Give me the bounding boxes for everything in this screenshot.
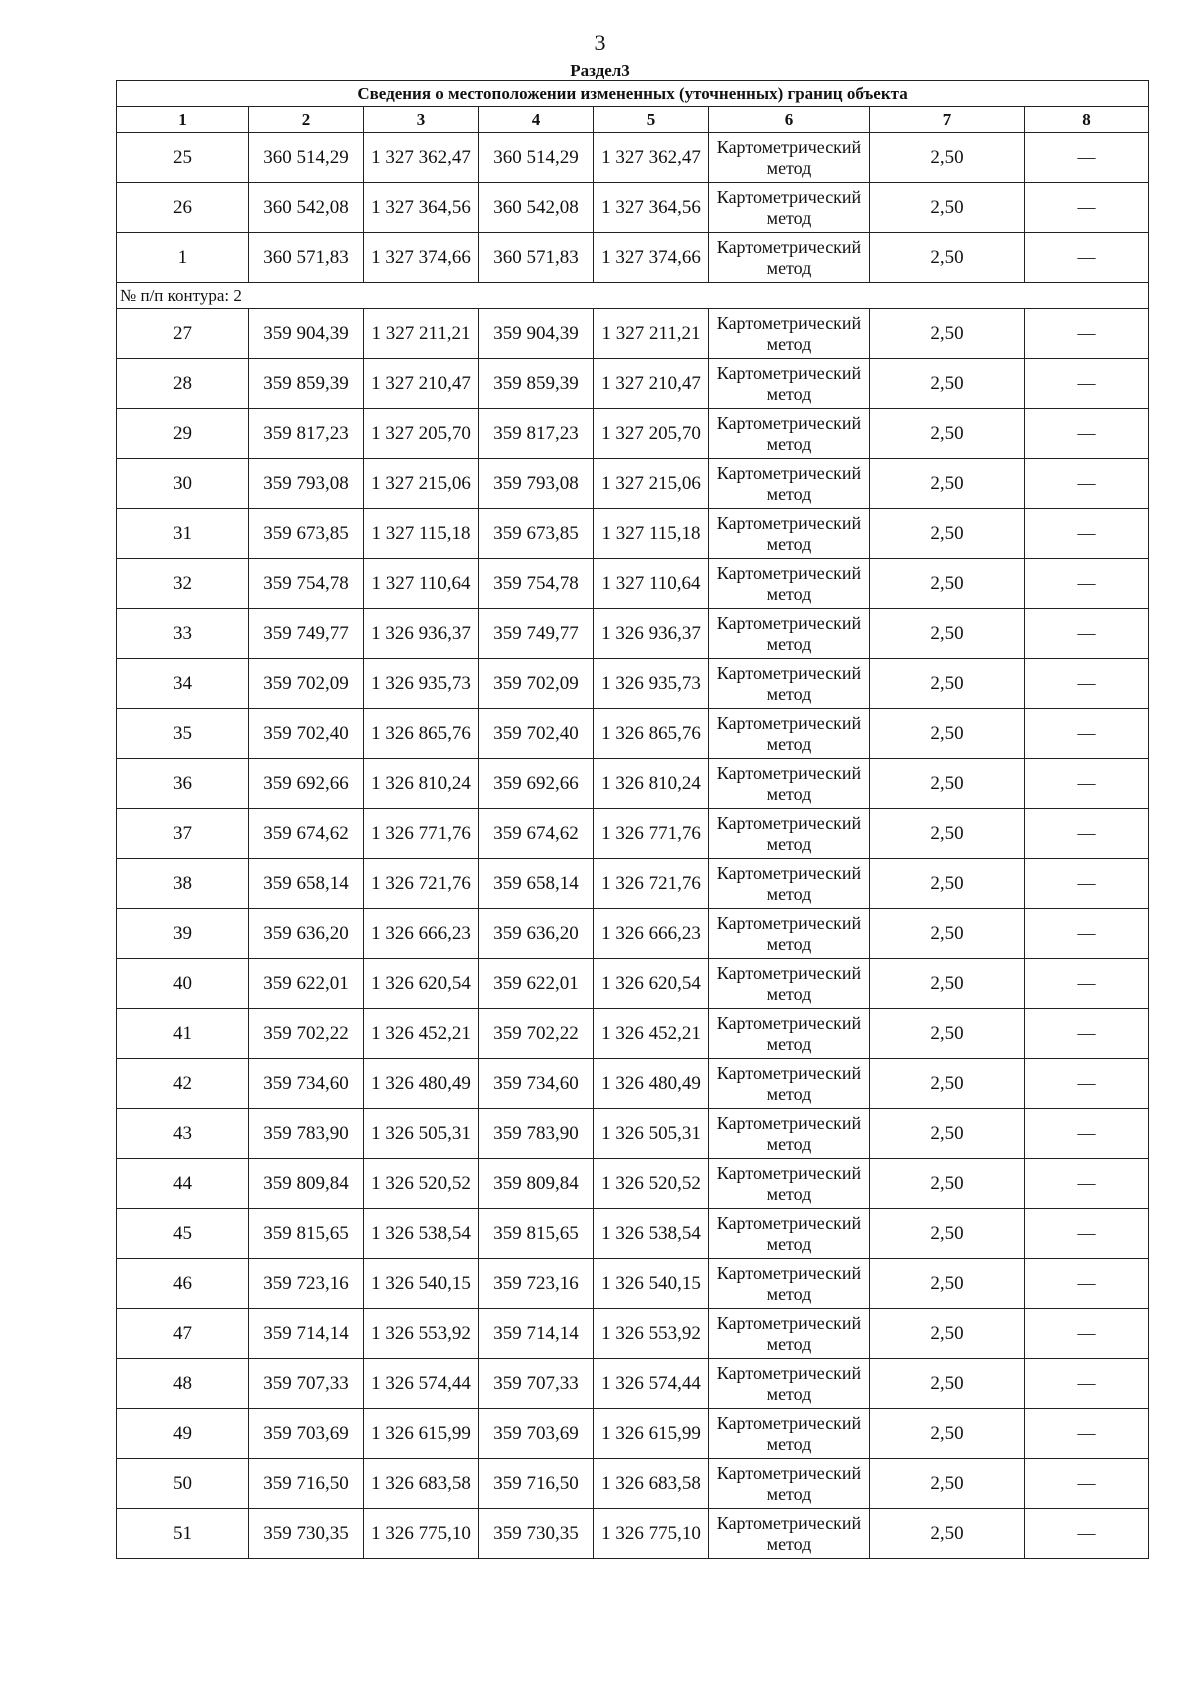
existing-y-cell: 1 327 362,47 <box>364 133 479 183</box>
table-row <box>117 659 1149 709</box>
updated-x-cell: 359 702,09 <box>479 659 594 709</box>
updated-x-cell: 359 692,66 <box>479 759 594 809</box>
table-row <box>117 459 1149 509</box>
updated-y-cell: 1 326 480,49 <box>594 1059 709 1109</box>
description-cell: — <box>1025 509 1149 559</box>
updated-y-cell: 1 326 540,15 <box>594 1259 709 1309</box>
existing-x-cell: 360 514,29 <box>249 133 364 183</box>
point-number-cell: 28 <box>117 359 249 409</box>
method-cell: Картометрический метод <box>709 609 870 659</box>
column-number-3: 3 <box>364 107 479 133</box>
table-row <box>117 759 1149 809</box>
updated-x-cell: 359 809,84 <box>479 1159 594 1209</box>
description-cell: — <box>1025 1409 1149 1459</box>
method-cell: Картометрический метод <box>709 1459 870 1509</box>
point-number-cell: 37 <box>117 809 249 859</box>
updated-y-cell: 1 327 205,70 <box>594 409 709 459</box>
description-cell: — <box>1025 309 1149 359</box>
column-number-6: 6 <box>709 107 870 133</box>
point-number-cell: 1 <box>117 233 249 283</box>
accuracy-cell: 2,50 <box>870 1509 1025 1559</box>
updated-y-cell: 1 326 620,54 <box>594 959 709 1009</box>
table-row <box>117 1509 1149 1559</box>
existing-x-cell: 359 859,39 <box>249 359 364 409</box>
description-cell: — <box>1025 1259 1149 1309</box>
point-number-cell: 48 <box>117 1359 249 1409</box>
existing-y-cell: 1 326 505,31 <box>364 1109 479 1159</box>
existing-x-cell: 359 658,14 <box>249 859 364 909</box>
method-cell: Картометрический метод <box>709 1409 870 1459</box>
accuracy-cell: 2,50 <box>870 1409 1025 1459</box>
point-number-cell: 29 <box>117 409 249 459</box>
description-cell: — <box>1025 759 1149 809</box>
point-number-cell: 26 <box>117 183 249 233</box>
existing-y-cell: 1 326 553,92 <box>364 1309 479 1359</box>
point-number-cell: 33 <box>117 609 249 659</box>
method-cell: Картометрический метод <box>709 309 870 359</box>
updated-y-cell: 1 326 771,76 <box>594 809 709 859</box>
updated-x-cell: 359 703,69 <box>479 1409 594 1459</box>
method-cell: Картометрический метод <box>709 809 870 859</box>
method-cell: Картометрический метод <box>709 1309 870 1359</box>
contour-label: № п/п контура: 2 <box>117 283 1149 309</box>
accuracy-cell: 2,50 <box>870 609 1025 659</box>
description-cell: — <box>1025 909 1149 959</box>
existing-y-cell: 1 326 520,52 <box>364 1159 479 1209</box>
method-cell: Картометрический метод <box>709 1259 870 1309</box>
existing-y-cell: 1 327 364,56 <box>364 183 479 233</box>
updated-x-cell: 359 723,16 <box>479 1259 594 1309</box>
method-cell: Картометрический метод <box>709 233 870 283</box>
updated-y-cell: 1 326 574,44 <box>594 1359 709 1409</box>
updated-y-cell: 1 326 721,76 <box>594 859 709 909</box>
point-number-cell: 35 <box>117 709 249 759</box>
existing-x-cell: 359 674,62 <box>249 809 364 859</box>
description-cell: — <box>1025 1109 1149 1159</box>
description-cell: — <box>1025 809 1149 859</box>
table-caption: Сведения о местоположении измененных (уточненных) границ объекта <box>117 81 1149 107</box>
point-number-cell: 36 <box>117 759 249 809</box>
existing-y-cell: 1 326 775,10 <box>364 1509 479 1559</box>
updated-x-cell: 359 622,01 <box>479 959 594 1009</box>
table-row <box>117 309 1149 359</box>
method-cell: Картометрический метод <box>709 1359 870 1409</box>
updated-x-cell: 359 707,33 <box>479 1359 594 1409</box>
accuracy-cell: 2,50 <box>870 659 1025 709</box>
table-row <box>117 559 1149 609</box>
existing-x-cell: 359 707,33 <box>249 1359 364 1409</box>
existing-x-cell: 359 716,50 <box>249 1459 364 1509</box>
accuracy-cell: 2,50 <box>870 1059 1025 1109</box>
accuracy-cell: 2,50 <box>870 559 1025 609</box>
method-cell: Картометрический метод <box>709 1159 870 1209</box>
updated-y-cell: 1 326 538,54 <box>594 1209 709 1259</box>
boundary-coordinates-table <box>116 80 1149 1559</box>
method-cell: Картометрический метод <box>709 959 870 1009</box>
existing-y-cell: 1 326 452,21 <box>364 1009 479 1059</box>
existing-y-cell: 1 327 374,66 <box>364 233 479 283</box>
point-number-cell: 34 <box>117 659 249 709</box>
table-row <box>117 709 1149 759</box>
table-row <box>117 1109 1149 1159</box>
description-cell: — <box>1025 1359 1149 1409</box>
accuracy-cell: 2,50 <box>870 1459 1025 1509</box>
accuracy-cell: 2,50 <box>870 459 1025 509</box>
updated-x-cell: 359 674,62 <box>479 809 594 859</box>
existing-x-cell: 359 636,20 <box>249 909 364 959</box>
existing-y-cell: 1 326 935,73 <box>364 659 479 709</box>
method-cell: Картометрический метод <box>709 1509 870 1559</box>
updated-y-cell: 1 326 553,92 <box>594 1309 709 1359</box>
point-number-cell: 44 <box>117 1159 249 1209</box>
description-cell: — <box>1025 459 1149 509</box>
accuracy-cell: 2,50 <box>870 959 1025 1009</box>
description-cell: — <box>1025 559 1149 609</box>
updated-y-cell: 1 326 935,73 <box>594 659 709 709</box>
table-row <box>117 1409 1149 1459</box>
method-cell: Картометрический метод <box>709 559 870 609</box>
accuracy-cell: 2,50 <box>870 1259 1025 1309</box>
point-number-cell: 43 <box>117 1109 249 1159</box>
existing-x-cell: 359 702,09 <box>249 659 364 709</box>
updated-y-cell: 1 326 936,37 <box>594 609 709 659</box>
updated-x-cell: 359 702,40 <box>479 709 594 759</box>
table-row <box>117 233 1149 283</box>
table-row <box>117 359 1149 409</box>
accuracy-cell: 2,50 <box>870 1109 1025 1159</box>
point-number-cell: 45 <box>117 1209 249 1259</box>
existing-x-cell: 359 734,60 <box>249 1059 364 1109</box>
point-number-cell: 25 <box>117 133 249 183</box>
point-number-cell: 30 <box>117 459 249 509</box>
accuracy-cell: 2,50 <box>870 859 1025 909</box>
updated-x-cell: 360 514,29 <box>479 133 594 183</box>
existing-y-cell: 1 326 480,49 <box>364 1059 479 1109</box>
existing-x-cell: 359 754,78 <box>249 559 364 609</box>
accuracy-cell: 2,50 <box>870 709 1025 759</box>
existing-x-cell: 359 702,40 <box>249 709 364 759</box>
accuracy-cell: 2,50 <box>870 1009 1025 1059</box>
updated-x-cell: 359 904,39 <box>479 309 594 359</box>
existing-x-cell: 359 702,22 <box>249 1009 364 1059</box>
table-row <box>117 959 1149 1009</box>
updated-y-cell: 1 327 210,47 <box>594 359 709 409</box>
existing-y-cell: 1 326 615,99 <box>364 1409 479 1459</box>
point-number-cell: 32 <box>117 559 249 609</box>
column-number-2: 2 <box>249 107 364 133</box>
point-number-cell: 42 <box>117 1059 249 1109</box>
existing-x-cell: 359 793,08 <box>249 459 364 509</box>
table-row <box>117 1359 1149 1409</box>
updated-y-cell: 1 326 505,31 <box>594 1109 709 1159</box>
accuracy-cell: 2,50 <box>870 1359 1025 1409</box>
accuracy-cell: 2,50 <box>870 183 1025 233</box>
accuracy-cell: 2,50 <box>870 1159 1025 1209</box>
table-row <box>117 1459 1149 1509</box>
existing-x-cell: 359 730,35 <box>249 1509 364 1559</box>
table-row <box>117 859 1149 909</box>
updated-x-cell: 359 673,85 <box>479 509 594 559</box>
existing-x-cell: 360 542,08 <box>249 183 364 233</box>
existing-y-cell: 1 326 865,76 <box>364 709 479 759</box>
description-cell: — <box>1025 1059 1149 1109</box>
description-cell: — <box>1025 359 1149 409</box>
updated-x-cell: 359 783,90 <box>479 1109 594 1159</box>
description-cell: — <box>1025 709 1149 759</box>
table-body <box>117 81 1149 1559</box>
method-cell: Картометрический метод <box>709 909 870 959</box>
table-row <box>117 1309 1149 1359</box>
section-title: Раздел3 <box>570 61 630 80</box>
page-number: 3 <box>594 30 606 55</box>
point-number-cell: 41 <box>117 1009 249 1059</box>
existing-x-cell: 359 692,66 <box>249 759 364 809</box>
existing-x-cell: 359 817,23 <box>249 409 364 459</box>
updated-y-cell: 1 327 374,66 <box>594 233 709 283</box>
description-cell: — <box>1025 1159 1149 1209</box>
point-number-cell: 27 <box>117 309 249 359</box>
existing-y-cell: 1 326 666,23 <box>364 909 479 959</box>
table-caption-row <box>117 81 1149 107</box>
updated-y-cell: 1 326 452,21 <box>594 1009 709 1059</box>
accuracy-cell: 2,50 <box>870 809 1025 859</box>
description-cell: — <box>1025 409 1149 459</box>
accuracy-cell: 2,50 <box>870 909 1025 959</box>
point-number-cell: 47 <box>117 1309 249 1359</box>
existing-x-cell: 359 815,65 <box>249 1209 364 1259</box>
table-row <box>117 1209 1149 1259</box>
existing-x-cell: 359 783,90 <box>249 1109 364 1159</box>
accuracy-cell: 2,50 <box>870 759 1025 809</box>
table-row <box>117 1259 1149 1309</box>
existing-y-cell: 1 327 205,70 <box>364 409 479 459</box>
updated-y-cell: 1 326 775,10 <box>594 1509 709 1559</box>
updated-y-cell: 1 327 364,56 <box>594 183 709 233</box>
updated-y-cell: 1 327 215,06 <box>594 459 709 509</box>
accuracy-cell: 2,50 <box>870 409 1025 459</box>
existing-y-cell: 1 326 721,76 <box>364 859 479 909</box>
updated-x-cell: 359 716,50 <box>479 1459 594 1509</box>
point-number-cell: 46 <box>117 1259 249 1309</box>
column-number-1: 1 <box>117 107 249 133</box>
accuracy-cell: 2,50 <box>870 1309 1025 1359</box>
table-row <box>117 609 1149 659</box>
existing-y-cell: 1 326 538,54 <box>364 1209 479 1259</box>
existing-x-cell: 359 809,84 <box>249 1159 364 1209</box>
method-cell: Картометрический метод <box>709 1009 870 1059</box>
existing-y-cell: 1 327 115,18 <box>364 509 479 559</box>
updated-y-cell: 1 326 810,24 <box>594 759 709 809</box>
table-row <box>117 409 1149 459</box>
existing-y-cell: 1 326 810,24 <box>364 759 479 809</box>
updated-x-cell: 359 859,39 <box>479 359 594 409</box>
description-cell: — <box>1025 659 1149 709</box>
existing-y-cell: 1 326 771,76 <box>364 809 479 859</box>
column-number-row <box>117 107 1149 133</box>
updated-y-cell: 1 327 110,64 <box>594 559 709 609</box>
method-cell: Картометрический метод <box>709 509 870 559</box>
updated-x-cell: 360 542,08 <box>479 183 594 233</box>
column-number-8: 8 <box>1025 107 1149 133</box>
description-cell: — <box>1025 133 1149 183</box>
existing-x-cell: 359 904,39 <box>249 309 364 359</box>
table-row <box>117 809 1149 859</box>
description-cell: — <box>1025 183 1149 233</box>
accuracy-cell: 2,50 <box>870 509 1025 559</box>
updated-x-cell: 359 793,08 <box>479 459 594 509</box>
existing-x-cell: 359 714,14 <box>249 1309 364 1359</box>
updated-x-cell: 360 571,83 <box>479 233 594 283</box>
description-cell: — <box>1025 1509 1149 1559</box>
updated-y-cell: 1 327 362,47 <box>594 133 709 183</box>
existing-y-cell: 1 326 574,44 <box>364 1359 479 1409</box>
accuracy-cell: 2,50 <box>870 1209 1025 1259</box>
updated-y-cell: 1 326 865,76 <box>594 709 709 759</box>
method-cell: Картометрический метод <box>709 859 870 909</box>
updated-x-cell: 359 817,23 <box>479 409 594 459</box>
point-number-cell: 49 <box>117 1409 249 1459</box>
column-number-7: 7 <box>870 107 1025 133</box>
table-row <box>117 509 1149 559</box>
table-row <box>117 1009 1149 1059</box>
description-cell: — <box>1025 233 1149 283</box>
point-number-cell: 40 <box>117 959 249 1009</box>
updated-y-cell: 1 326 683,58 <box>594 1459 709 1509</box>
method-cell: Картометрический метод <box>709 133 870 183</box>
method-cell: Картометрический метод <box>709 409 870 459</box>
description-cell: — <box>1025 1309 1149 1359</box>
table-row <box>117 133 1149 183</box>
updated-x-cell: 359 734,60 <box>479 1059 594 1109</box>
existing-y-cell: 1 327 210,47 <box>364 359 479 409</box>
description-cell: — <box>1025 1209 1149 1259</box>
method-cell: Картометрический метод <box>709 183 870 233</box>
description-cell: — <box>1025 959 1149 1009</box>
point-number-cell: 38 <box>117 859 249 909</box>
table-row <box>117 909 1149 959</box>
updated-x-cell: 359 815,65 <box>479 1209 594 1259</box>
existing-y-cell: 1 326 936,37 <box>364 609 479 659</box>
existing-y-cell: 1 327 110,64 <box>364 559 479 609</box>
column-number-4: 4 <box>479 107 594 133</box>
point-number-cell: 39 <box>117 909 249 959</box>
column-number-5: 5 <box>594 107 709 133</box>
existing-y-cell: 1 326 540,15 <box>364 1259 479 1309</box>
method-cell: Картометрический метод <box>709 359 870 409</box>
updated-x-cell: 359 730,35 <box>479 1509 594 1559</box>
updated-y-cell: 1 326 666,23 <box>594 909 709 959</box>
existing-x-cell: 359 673,85 <box>249 509 364 559</box>
updated-x-cell: 359 714,14 <box>479 1309 594 1359</box>
description-cell: — <box>1025 859 1149 909</box>
accuracy-cell: 2,50 <box>870 233 1025 283</box>
updated-y-cell: 1 326 615,99 <box>594 1409 709 1459</box>
method-cell: Картометрический метод <box>709 1209 870 1259</box>
existing-x-cell: 359 723,16 <box>249 1259 364 1309</box>
updated-x-cell: 359 754,78 <box>479 559 594 609</box>
method-cell: Картометрический метод <box>709 759 870 809</box>
table-row <box>117 1059 1149 1109</box>
point-number-cell: 50 <box>117 1459 249 1509</box>
updated-y-cell: 1 327 211,21 <box>594 309 709 359</box>
existing-x-cell: 359 749,77 <box>249 609 364 659</box>
updated-x-cell: 359 636,20 <box>479 909 594 959</box>
method-cell: Картометрический метод <box>709 1059 870 1109</box>
method-cell: Картометрический метод <box>709 1109 870 1159</box>
description-cell: — <box>1025 609 1149 659</box>
accuracy-cell: 2,50 <box>870 359 1025 409</box>
updated-x-cell: 359 702,22 <box>479 1009 594 1059</box>
table-row <box>117 1159 1149 1209</box>
description-cell: — <box>1025 1459 1149 1509</box>
updated-x-cell: 359 749,77 <box>479 609 594 659</box>
description-cell: — <box>1025 1009 1149 1059</box>
existing-y-cell: 1 327 215,06 <box>364 459 479 509</box>
updated-x-cell: 359 658,14 <box>479 859 594 909</box>
method-cell: Картометрический метод <box>709 709 870 759</box>
updated-y-cell: 1 326 520,52 <box>594 1159 709 1209</box>
method-cell: Картометрический метод <box>709 459 870 509</box>
point-number-cell: 51 <box>117 1509 249 1559</box>
existing-x-cell: 360 571,83 <box>249 233 364 283</box>
existing-y-cell: 1 326 683,58 <box>364 1459 479 1509</box>
accuracy-cell: 2,50 <box>870 309 1025 359</box>
existing-x-cell: 359 703,69 <box>249 1409 364 1459</box>
updated-y-cell: 1 327 115,18 <box>594 509 709 559</box>
contour-label-row <box>117 283 1149 309</box>
existing-x-cell: 359 622,01 <box>249 959 364 1009</box>
method-cell: Картометрический метод <box>709 659 870 709</box>
point-number-cell: 31 <box>117 509 249 559</box>
existing-y-cell: 1 326 620,54 <box>364 959 479 1009</box>
existing-y-cell: 1 327 211,21 <box>364 309 479 359</box>
accuracy-cell: 2,50 <box>870 133 1025 183</box>
table-row <box>117 183 1149 233</box>
